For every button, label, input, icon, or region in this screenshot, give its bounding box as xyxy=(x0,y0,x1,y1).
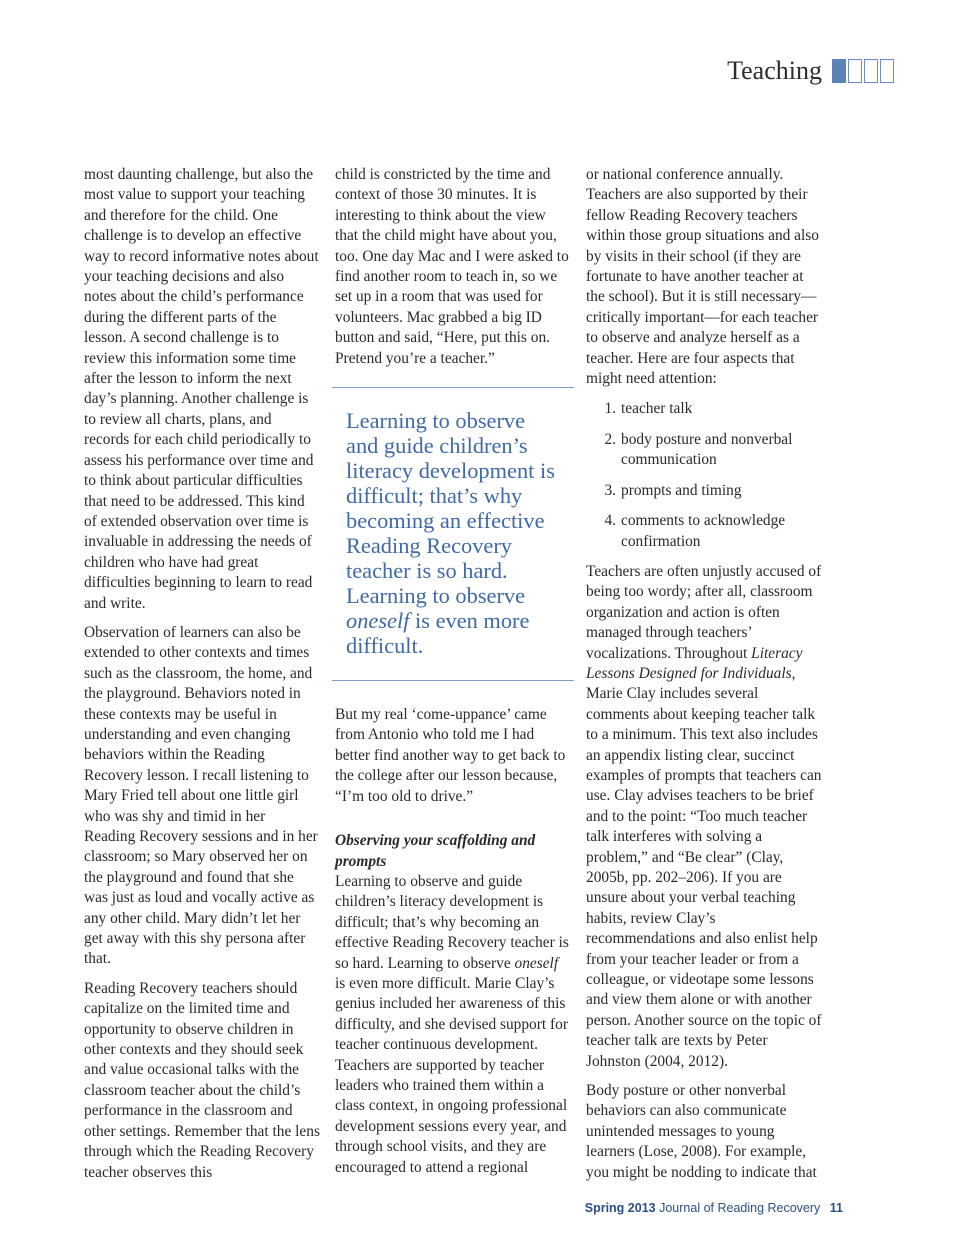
section-header xyxy=(727,56,894,86)
paragraph: most daunting challenge, but also the most value to support your teaching and therefore for the child. One challenge is to develop an effective way to record informative notes about your teaching decisions and also notes about the child’s performance during the different parts of the lesson. A second challenge is to review this information some time after the lesson to inform the next day’s planning. Another challenge is to review all charts, plans, and records for each child periodically to assess his performance over time and to think about particular difficulties that need to be addressed. This kind of extended observation over time is invaluable in addressing the needs of children who have had great difficulties beginning to learn to read and write. xyxy=(84,166,319,612)
paragraph: Learning to observe and guide children’s literacy development is difficult; that’s why becoming an effective Reading Recovery teacher is so hard. Learning to observe oneself is even more difficult. Marie Clay’s genius included her awareness of this difficulty, and she devised support for teacher continuous development. Teachers are supported by teacher leaders who trained them within a class context, in ongoing professional development sessions every year, and through school visits, and they are encouraged to attend a regional xyxy=(335,872,569,1176)
subheading: Observing your scaffolding and prompts xyxy=(335,832,536,870)
paragraph: But my real ‘come-uppance’ came from Antonio who told me I had better find another way to get back to the college after our lesson because, “I’m too old to drive.” xyxy=(335,706,566,805)
issue-season: Spring 2013 xyxy=(584,1201,656,1215)
paragraph: child is constricted by the time and context of those 30 minutes. It is interesting to think about the view that the child might have about you, too. One day Mac and I were asked to find another room to teach in, so we set up in a room that was used for volunteers. Mac grabbed a big ID button and said, “Here, put this on. Pretend you’re a teacher.” xyxy=(335,166,569,367)
list-item: 3. prompts and timing xyxy=(604,481,742,499)
paragraph: Teachers are often unjustly accused of being too wordy; after all, classroom organization and action is often managed through teachers’ vocalizations. Throughout Literacy Lessons Designed for Individuals, Marie Clay includes several comments about keeping teacher talk to a minimum. This text also includes an appendix listing clear, succinct examples of prompts that teachers can use. Clay advises teachers to be brief and to the point: “Too much teacher talk interferes with solving a problem,” and “Be clear” (Clay, 2005b, pp. 202–206). If you are unsure about your verbal teaching habits, review Clay’s recommendations and also enlist help from your teacher leader or from a colleague, or videotape some lessons and view them alone or with another person. Another source on the topic of teacher talk are texts by Peter Johnston (2004, 2012). xyxy=(586,562,822,1070)
pull-quote-text: Learning to observe and guide children’s literacy development is difficult; that’s why becoming an effective Reading Recovery teacher is so hard. Learning to observe oneself is even more difficult. xyxy=(346,408,555,659)
journal-name: Journal of Reading Recovery xyxy=(659,1201,821,1215)
marker-box xyxy=(880,59,894,83)
marker-box-filled xyxy=(832,59,846,83)
list-item: 4. comments to acknowledge confirmation xyxy=(604,512,786,550)
pull-quote xyxy=(332,387,574,681)
marker-box xyxy=(848,59,862,83)
page-footer xyxy=(585,1201,843,1215)
column-2 xyxy=(335,165,571,1178)
section-title: Teaching xyxy=(727,56,822,85)
paragraph: Body posture or other nonverbal behaviors can also communicate unintended messages to young learners (Lose, 2008). For example, you might be nodding to indicate that xyxy=(586,1082,817,1181)
list-item: 2. body posture and nonverbal communication xyxy=(604,430,793,469)
column-3 xyxy=(586,165,822,1192)
paragraph: or national conference annually. Teachers are also supported by their fellow Reading Recovery teachers within those group situations and also by visits in their school (if they are fortunate to have another teacher at the school). But it is still necessary—critically important—for each teacher to observe and analyze herself as a teacher. Here are four aspects that might need attention: xyxy=(586,166,819,388)
paragraph: Reading Recovery teachers should capitalize on the limited time and opportunity to observe children in other contexts and they should seek and value occasional talks with the classroom teacher about the child’s performance in the classroom and other settings. Remember that the lens through which the Reading Recovery teacher observes this xyxy=(84,979,320,1181)
section-marker-boxes xyxy=(832,59,894,83)
list-item: 1. teacher talk xyxy=(604,400,693,418)
page-number: 11 xyxy=(829,1201,843,1215)
marker-box xyxy=(864,59,878,83)
paragraph: Observation of learners can also be extended to other contexts and times such as the classroom, the home, and the playground. Behaviors noted in these contexts may be useful in understanding and even changing behaviors within the Reading Recovery lesson. I recall listening to Mary Fried tell about one little girl who was shy and timid in her Reading Recovery sessions and in her classroom; so Mary observed her on the playground and found that she was just as loud and vocally active as any other child. Mary didn’t let her get away with this shy persona after that. xyxy=(84,623,318,968)
aspects-list xyxy=(586,399,822,551)
column-1 xyxy=(84,165,320,1192)
